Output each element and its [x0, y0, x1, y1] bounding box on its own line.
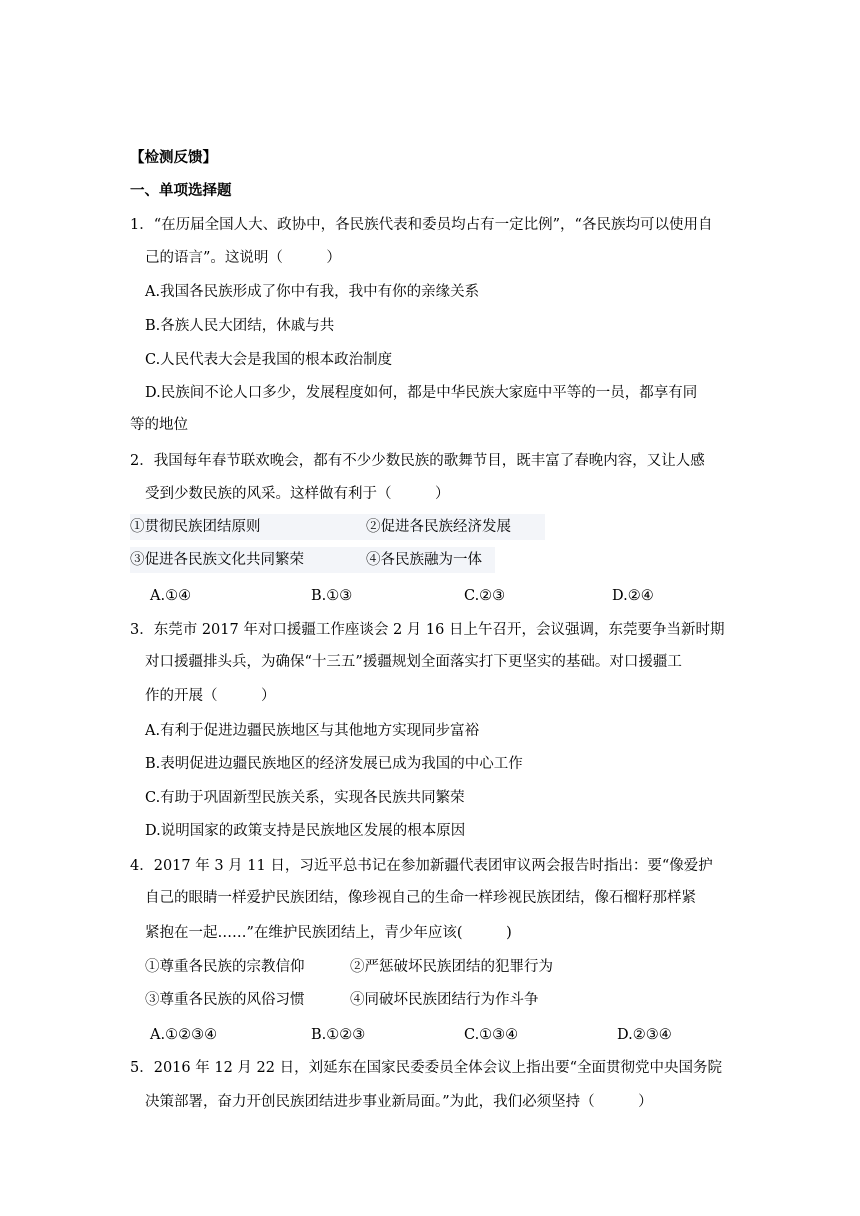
question-3-option-b: B.表明促进边疆民族地区的经济发展已成为我国的中心工作 [145, 756, 523, 772]
question-2-choice-c: C.②③ [464, 588, 506, 604]
question-3-option-a: A.有利于促进边疆民族地区与其他地方实现同步富裕 [145, 723, 480, 739]
question-4-choice-b: B.①②③ [311, 1027, 366, 1043]
question-2-line-2: 受到少数民族的风采。这样做有利于（ ） [145, 486, 450, 502]
question-3-line-1: 3．东莞市 2017 年对口援疆工作座谈会 2 月 16 日上午召开，会议强调，东莞要争当新时期 [130, 622, 725, 638]
question-4-choice-c: C.①③④ [464, 1027, 519, 1043]
question-4-line-1: 4．2017 年 3 月 11 日，习近平总书记在参加新疆代表团审议两会报告时指出：要“像爱护 [130, 858, 713, 874]
section-title: 【检测反馈】 [130, 150, 217, 166]
question-4-choice-d: D.②③④ [617, 1027, 672, 1043]
question-1-option-c: C.人民代表大会是我国的根本政治制度 [145, 352, 393, 368]
question-1-line-1: 1．“在历届全国人大、政协中，各民族代表和委员均占有一定比例”，“各民族均可以使用自 [130, 217, 713, 233]
question-1-option-b: B.各族人民大团结，休戚与共 [145, 318, 335, 334]
question-2-statement-4: ④各民族融为一体 [366, 552, 482, 568]
question-2-line-1: 2．我国每年春节联欢晚会，都有不少少数民族的歌舞节目，既丰富了春晚内容，又让人感 [130, 453, 705, 469]
question-1-option-a: A.我国各民族形成了你中有我，我中有你的亲缘关系 [145, 284, 480, 300]
question-4-line-3: 紧抱在一起……”在维护民族团结上，青少年应该( ) [145, 925, 512, 941]
question-2-choice-d: D.②④ [612, 588, 654, 604]
question-5-line-2: 决策部署，奋力开创民族团结进步事业新局面。”为此，我们必须坚持（ ） [145, 1094, 653, 1110]
question-5-line-1: 5．2016 年 12 月 22 日，刘延东在国家民委委员全体会议上指出要“全面贯彻党中央国务院 [130, 1060, 722, 1076]
question-4-line-2: 自己的眼睛一样爱护民族团结，像珍视自己的生命一样珍视民族团结，像石榴籽那样紧 [145, 890, 696, 906]
question-3-line-3: 作的开展（ ） [145, 688, 276, 704]
question-1-line-2: 己的语言”。这说明（ ） [145, 250, 341, 266]
question-1-option-d: D.民族间不论人口多少，发展程度如何，都是中华民族大家庭中平等的一员，都享有同 [145, 385, 698, 401]
question-4-statement-4: ④同破坏民族团结行为作斗争 [350, 992, 539, 1008]
question-4-statement-2: ②严惩破坏民族团结的犯罪行为 [350, 959, 553, 975]
question-4-statement-3: ③尊重各民族的风俗习惯 [145, 992, 305, 1008]
question-2-statement-3: ③促进各民族文化共同繁荣 [130, 552, 304, 568]
question-2-statement-1: ①贯彻民族团结原则 [130, 519, 261, 535]
part-title: 一、单项选择题 [130, 183, 232, 199]
question-2-choice-a: A.①④ [150, 588, 192, 604]
question-1-option-d-cont: 等的地位 [130, 417, 188, 433]
question-3-option-d: D.说明国家的政策支持是民族地区发展的根本原因 [145, 823, 466, 839]
question-2-statement-2: ②促进各民族经济发展 [366, 519, 511, 535]
question-2-choice-b: B.①③ [311, 588, 353, 604]
question-4-statement-1: ①尊重各民族的宗教信仰 [145, 959, 305, 975]
question-3-option-c: C.有助于巩固新型民族关系，实现各民族共同繁荣 [145, 790, 465, 806]
question-4-choice-a: A.①②③④ [150, 1027, 218, 1043]
question-3-line-2: 对口援疆排头兵，为确保“十三五”援疆规划全面落实打下更坚实的基础。对口援疆工 [145, 654, 682, 670]
